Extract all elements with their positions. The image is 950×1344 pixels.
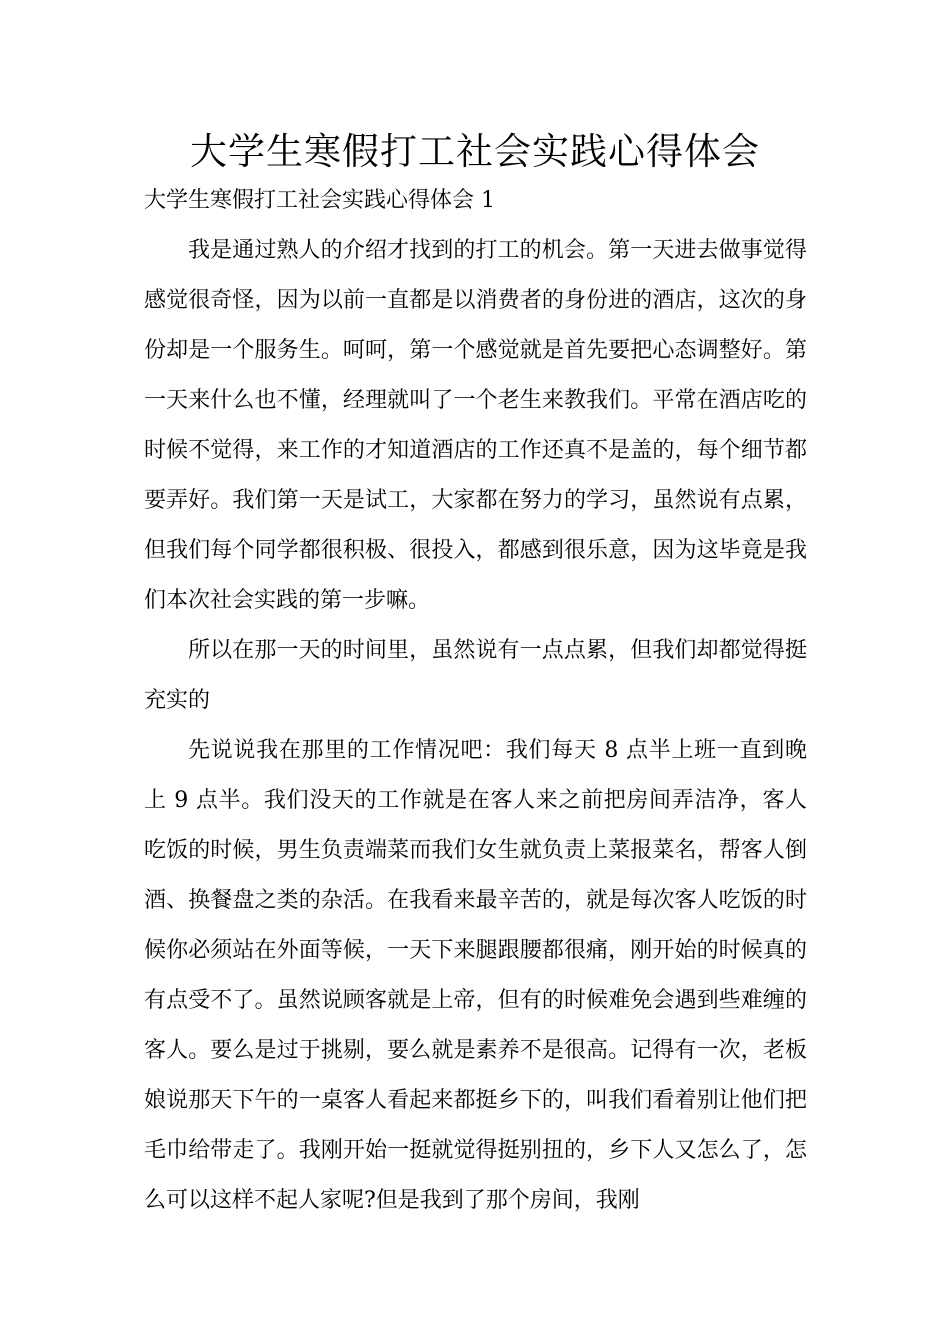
document-title: 大学生寒假打工社会实践心得体会	[190, 130, 760, 173]
paragraph-3: 先说说我在那里的工作情况吧：我们每天 8 点半上班一直到晚上 9 点半。我们没天的工作就是在客人来之前把房间弄洁净，客人吃饭的时候，男生负责端菜而我们女生就负责上菜报菜名，帮客人倒酒、换餐盘之类的杂活。在我看来最辛苦的，就是每次客人吃饭的时候你必须站在外面等候，一天下来腿跟腰都很痛，刚开始的时候真的有点受不了。虽然说顾客就是上帝，但有的时候难免会遇到些难缠的客人。要么是过于挑剔，要么就是素养不是很高。记得有一次，老板娘说那天下午的一桌客人看起来都挺乡下的，叫我们看着别让他们把毛巾给带走了。我刚开始一挺就觉得挺别扭的，乡下人又怎么了，怎么可以这样不起人家呢?但是我到了那个房间，我刚	[144, 738, 807, 1213]
paragraph-2: 所以在那一天的时间里，虽然说有一点点累，但我们却都觉得挺充实的	[144, 638, 807, 713]
paragraph-1: 我是通过熟人的介绍才找到的打工的机会。第一天进去做事觉得感觉很奇怪，因为以前一直都是以消费者的身份进的酒店，这次的身份却是一个服务生。呵呵，第一个感觉就是首先要把心态调整好。第一天来什么也不懂，经理就叫了一个老生来教我们。平常在酒店吃的时候不觉得，来工作的才知道酒店的工作还真不是盖的，每个细节都要弄好。我们第一天是试工，大家都在努力的学习，虽然说有点累，但我们每个同学都很积极、很投入，都感到很乐意，因为这毕竟是我们本次社会实践的第一步嘛。	[144, 238, 807, 613]
section-subheading: 大学生寒假打工社会实践心得体会 1	[144, 188, 495, 213]
document-body	[144, 176, 807, 1226]
